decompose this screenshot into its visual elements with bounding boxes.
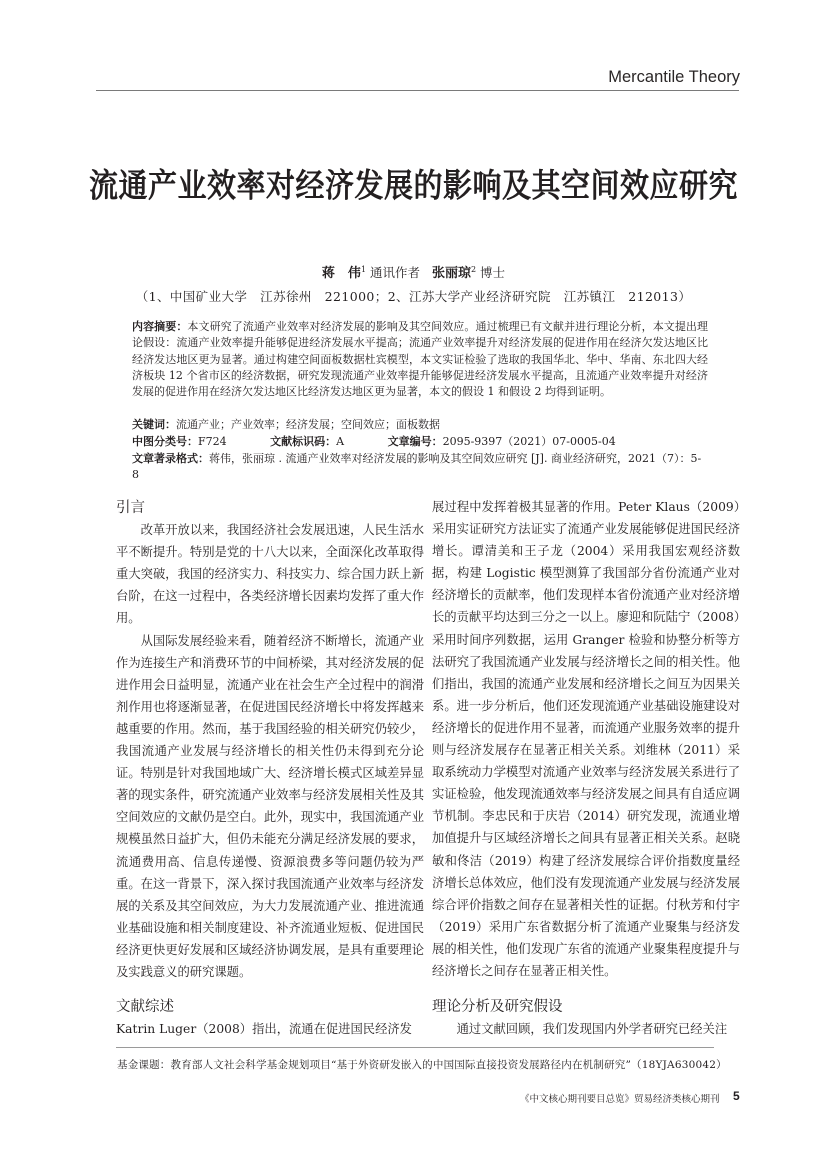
abstract-label: 内容摘要： bbox=[132, 320, 188, 333]
section-heading-intro: 引言 bbox=[116, 500, 145, 516]
doc-code-value: A bbox=[336, 435, 345, 448]
citation-format bbox=[132, 451, 708, 483]
review-paragraph-continued: 展过程中发挥着极其显著的作用。Peter Klaus（2009）采用实证研究方法证实了流通产业发展能够促进国民经济增长。谭清美和王子龙（2004）采用我国宏观经济数据，构建 Logistic 模型测算了我国部分省份流通产业对经济增长的贡献率，他们发现样本省份流通产业对经济增长的贡献平均达到三分之一以上。廖迎和阮陆宁（2008）采用时间序列数据，运用 Granger 检验和协整分析等方法研究了我国流通产业发展与经济增长之间的相关性。他们指出，我国的流通产业发展和经济增长之间互为因果关系。进一步分析后，他们还发现流通产业基础设施建设对经济增长的促进作用不显著，而流通产业服务效率的提升则与经济发展存在显著正相关关系。刘维林（2011）采取系统动力学模型对流通产业效率与经济发展关系进行了实证检验，他发现流通效率与经济发展之间具有自适应调节机制。李忠民和于庆岩（2014）研究发现，流通业增加值提升与区域经济增长之间具有显著正相关关系。赵晓敏和佟洁（2019）构建了经济发展综合评价指数度量经济增长总体效应，他们没有发现流通产业发展与经济发展综合评价指数之间存在显著相关性的证据。付秋芳和付宇（2019）采用广东省数据分析了流通产业聚集与经济发展的相关性，他们发现广东省的流通产业聚集程度提升与经济增长之间存在显著正相关性。 bbox=[432, 500, 740, 978]
abstract-text: 本文研究了流通产业效率对经济发展的影响及其空间效应。通过梳理已有文献并进行理论分析，本文提出理论假设：流通产业效率提升能够促进经济发展水平提高；流通产业效率提升对经济发展的促进作用在经济欠发达地区比经济发达地区更为显著。通过构建空间面板数据杜宾模型，本文实证检验了选取的我国华北、华中、华南、东北四大经济板块 12 个省市区的经济数据，研究发现流通产业效率提升能够促进经济发展水平提高，且流通产业效率提升对经济发展的促进作用在经济欠发达地区比经济发达地区更为显著，本文的假设 1 和假设 2 均得到证明。 bbox=[132, 320, 709, 399]
author-1-name: 蒋 伟 bbox=[321, 266, 361, 281]
author-2-sup: 2 bbox=[470, 264, 477, 274]
keywords-label: 关键词： bbox=[132, 418, 176, 431]
left-column-review bbox=[116, 996, 424, 1040]
section-heading-theory: 理论分析及研究假设 bbox=[432, 999, 563, 1015]
author-1-sup: 1 bbox=[360, 264, 367, 274]
keywords bbox=[132, 417, 712, 433]
header-rule bbox=[96, 90, 739, 91]
abstract bbox=[132, 319, 708, 400]
section-heading-literature-review: 文献综述 bbox=[116, 999, 174, 1015]
article-title: 流通产业效率对经济发展的影响及其空间效应研究 bbox=[88, 166, 738, 205]
running-header: Mercantile Theory bbox=[608, 68, 740, 86]
keywords-text: 流通产业；产业效率；经济发展；空间效应；面板数据 bbox=[176, 418, 440, 431]
footer-journal: 《中文核心期刊要目总览》贸易经济类核心期刊 bbox=[520, 1094, 720, 1105]
page-number: 5 bbox=[733, 1089, 740, 1103]
citation-label: 文章著录格式： bbox=[132, 452, 209, 465]
author-line bbox=[0, 262, 827, 281]
theory-paragraph-1: 通过文献回顾，我们发现国内外学者研究已经关注 bbox=[456, 1022, 728, 1037]
fund-footnote: 基金课题：教育部人文社会科学基金规划项目“基于外资研发嵌入的中国国际直接投资发展路径内在机制研究”（18YJA630042） bbox=[117, 1059, 727, 1071]
footnote-rule bbox=[116, 1047, 714, 1048]
author-1-role: 通讯作者 bbox=[370, 265, 421, 280]
intro-paragraph-2: 从国际发展经验来看，随着经济不断增长，流通产业作为连接生产和消费环节的中间桥梁，其对经济发展的促进作用会日益明显，流通产业在社会生产全过程中的润滑剂作用也将逐渐显著，在促进国民经济增长中将发挥越来越重要的作用。然而，基于我国经验的相关研究仍较少，我国流通产业发展与经济增长的相关性仍未得到充分论证。特别是针对我国地域广大、经济增长模式区域差异显著的现实条件，研究流通产业效率与经济发展相关性及其空间效应的文献仍是空白。此外，现实中，我国流通产业规模虽然日益扩大，但仍未能充分满足经济发展的要求，流通费用高、信息传递慢、资源浪费多等问题仍较为严重。在这一背景下，深入探讨我国流通产业效率与经济发展的关系及其空间效应，为大力发展流通产业、推进流通业基础设施和相关制度建设、补齐流通业短板、促进国民经济更快更好发展和区域经济协调发展，是具有重要理论及实践意义的研究课题。 bbox=[116, 633, 424, 979]
author-2-role: 博士 bbox=[480, 265, 506, 280]
clc-label: 中图分类号： bbox=[132, 435, 198, 448]
affiliation: （1、中国矿业大学 江苏徐州 221000；2、江苏大学产业经济研究院 江苏镇江 212013） bbox=[135, 289, 692, 304]
review-paragraph-1: Katrin Luger（2008）指出，流通在促进国民经济发 bbox=[116, 1022, 412, 1037]
intro-paragraph-1: 改革开放以来，我国经济社会发展迅速，人民生活水平不断提升。特别是党的十八大以来，全面深化改革取得重大突破，我国的经济实力、科技实力、综合国力跃上新台阶，在这一过程中，各类经济增长因素均发挥了重大作用。 bbox=[116, 523, 424, 626]
doc-code-label: 文献标识码： bbox=[270, 435, 337, 448]
author-2-name: 张丽琼 bbox=[431, 266, 471, 281]
right-column bbox=[432, 496, 740, 982]
right-column-theory bbox=[432, 996, 740, 1040]
article-number-value: 2095-9397（2021）07-0005-04 bbox=[442, 435, 616, 448]
classification-line bbox=[132, 434, 712, 450]
citation-text: 蒋伟，张丽琼 . 流通产业效率对经济发展的影响及其空间效应研究 [J]. 商业经济研究，2021（7）：5-8 bbox=[132, 452, 702, 481]
article-number-label: 文章编号： bbox=[387, 435, 443, 448]
left-column bbox=[116, 497, 424, 983]
clc-value: F724 bbox=[198, 435, 227, 448]
